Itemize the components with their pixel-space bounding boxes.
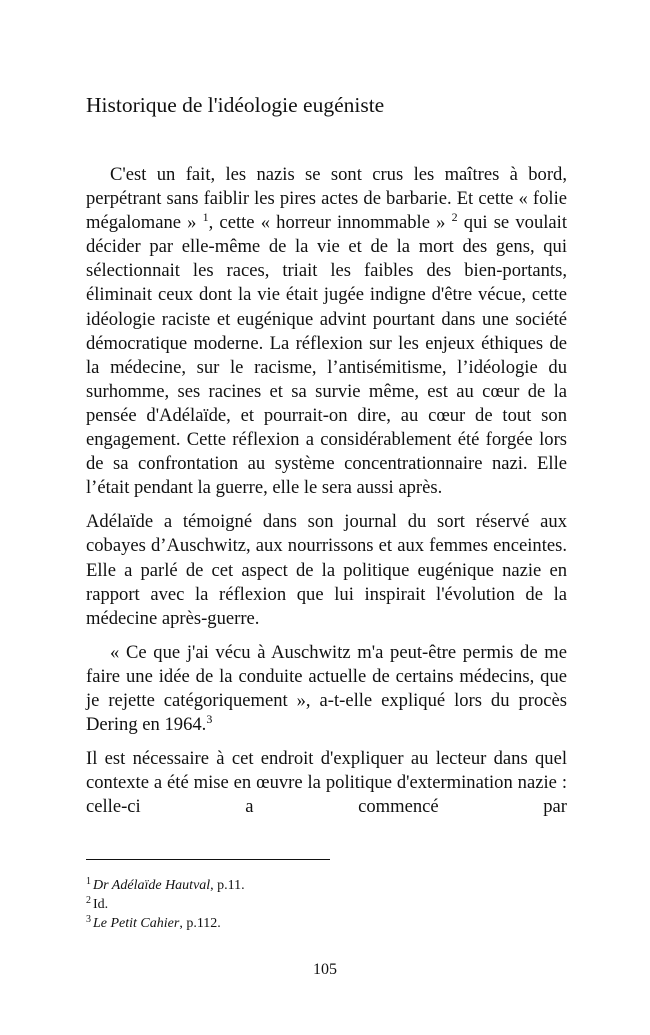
paragraph-2: Adélaïde a témoigné dans son journal du sort réservé aux cobayes d’Auschwitz, aux nourrissons et aux femmes enceintes. Elle a parlé de cet aspect de la politique eugénique nazie en rapport avec la réflexion que lui inspirait l'évolution de la médecine après-guerre. (86, 511, 567, 629)
body-text (86, 163, 567, 829)
paragraph-1 (86, 163, 567, 500)
footnote-ref-1: 1 (202, 210, 209, 225)
footnote-number: 1 (86, 876, 91, 887)
footnote-3 (86, 914, 245, 933)
paragraph-4: Il est nécessaire à cet endroit d'expliquer au lecteur dans quel contexte a été mise en œuvre la politique d'extermination nazie : celle-ci a commencé par (86, 748, 567, 818)
footnote-title: Le Petit Cahier (93, 916, 180, 931)
paragraph-3 (86, 641, 567, 737)
chapter-heading: Historique de l'idéologie eugéniste (86, 93, 385, 117)
paragraph-1-part-a: C'est un fait, les nazis se sont crus les maîtres à bord, perpétrant sans faiblir les pires actes de barbarie. Et cette « folie mégalomane » (86, 164, 567, 234)
footnote-2 (86, 895, 245, 914)
paragraph-1-part-c: qui se voulait décider par elle-même de la vie et de la mort des gens, qui sélectionnait les races, triait les faibles des bien-portants, éliminait ceux dont la vie était jugée indigne d'être vécue, cette idéologie raciste et eugénique advint pourtant dans une société démocratique moderne. La réflexion sur les enjeux éthiques de la médecine, sur le racisme, l’antisémitisme, l’idéologie du surhomme, ses racines et sa survie même, est au cœur de la pensée d'Adélaïde, et pourrait-on dire, au cœur de tout son engagement. Cette réflexion a considérablement été forgée lors de sa confrontation au système concentrationnaire nazi. Elle l’était pendant la guerre, elle le sera aussi après. (86, 212, 567, 499)
footnotes (86, 876, 245, 933)
paragraph-3-text: « Ce que j'ai vécu à Auschwitz m'a peut-être permis de me faire une idée de la conduite actuelle de certains médecins, que je rejette catégoriquement », a-t-elle expliqué lors du procès Dering en 1964. (86, 641, 567, 736)
footnote-divider (86, 859, 330, 860)
footnote-title: Dr Adélaïde Hautval (93, 878, 211, 893)
footnote-ref-2: 2 (451, 210, 458, 225)
footnote-text: , p.11. (210, 878, 245, 893)
footnote-text: , p.112. (179, 916, 221, 931)
footnote-number: 3 (86, 914, 91, 925)
footnote-text: Id. (93, 897, 109, 912)
page-number: 105 (313, 961, 337, 978)
footnote-ref-3: 3 (206, 712, 213, 727)
footnote-number: 2 (86, 895, 91, 906)
paragraph-1-part-b: , cette « horreur innommable » (208, 212, 452, 234)
footnote-1 (86, 876, 245, 895)
